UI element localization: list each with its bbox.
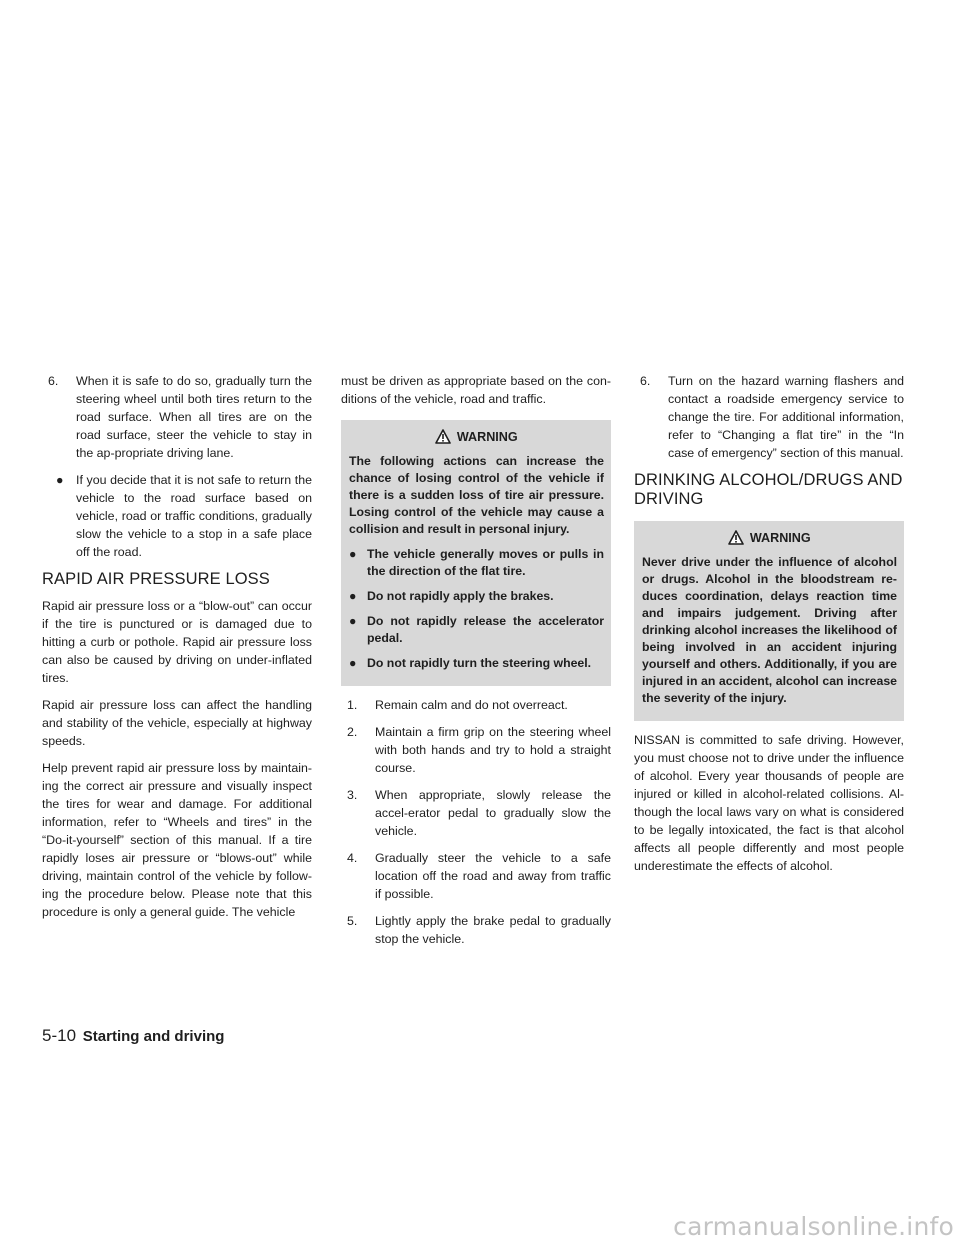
step-text: Maintain a firm grip on the steering wheel with both hands and try to hold a straight course.	[375, 725, 611, 775]
section-heading-rapid-air-pressure-loss: RAPID AIR PRESSURE LOSS	[42, 570, 270, 588]
warning-title: WARNING	[749, 531, 811, 545]
step-6-hazard-flashers	[634, 372, 904, 462]
step-5	[341, 912, 611, 948]
bullet-text: Do not rapidly apply the brakes.	[367, 589, 554, 603]
step-text: Remain calm and do not overreact.	[375, 698, 568, 712]
section-heading-drinking-alcohol: DRINKING ALCOHOL/DRUGS AND DRIVING	[634, 471, 903, 508]
column-1	[42, 372, 312, 930]
warning-triangle-icon	[728, 530, 744, 545]
warning-triangle-icon	[435, 429, 451, 444]
warning-header	[642, 529, 897, 547]
paragraph: NISSAN is committed to safe driving. However, you must choose not to drive under the influence of alcohol. Every year thousands of people are injured or killed in alcohol-related collisions. Al-though the local laws vary on what is considered to be legally intoxicated, the fact is that alcohol affects all people differently and most people underestimate the effects of alcohol.	[634, 733, 904, 873]
bullet-text: Do not rapidly turn the steering wheel.	[367, 656, 592, 670]
paragraph-continued: must be driven as appropriate based on the con-ditions of the vehicle, road and traffic.	[341, 374, 611, 406]
column-3	[634, 372, 904, 884]
step-6-return-road	[42, 372, 312, 462]
bullet-text: The vehicle generally moves or pulls in the direction of the flat tire.	[367, 547, 604, 578]
step-text: Gradually steer the vehicle to a safe location off the road and away from traffic if possible.	[375, 851, 611, 901]
bullet-dot: ●	[349, 614, 357, 628]
step-4	[341, 849, 611, 903]
bullet-dot: ●	[349, 547, 357, 561]
warning-intro: The following actions can increase the chance of losing control of the vehicle if there is a sudden loss of tire air pressure. Losing control of the vehicle may cause a collision and result in personal injury.	[349, 454, 604, 536]
warning-bullet	[349, 588, 604, 605]
warning-title: WARNING	[456, 430, 518, 444]
step-2	[341, 723, 611, 777]
step-text: Turn on the hazard warning flashers and contact a roadside emergency service to change the tire. For additional information, refer to “Changing a flat tire” in the “In case of emergency” section of this manual.	[668, 374, 904, 460]
step-text: When appropriate, slowly release the accel-erator pedal to gradually slow the vehicle.	[375, 788, 611, 838]
step-number: 6.	[48, 374, 59, 388]
paragraph: Rapid air pressure loss can affect the handling and stability of the vehicle, especially at highway speeds.	[42, 698, 312, 748]
bullet-text: Do not rapidly release the accelerator pedal.	[367, 614, 604, 645]
bullet-dot: ●	[349, 589, 357, 603]
warning-bullet	[349, 655, 604, 672]
warning-header	[349, 428, 604, 446]
paragraph: Help prevent rapid air pressure loss by maintain-ing the correct air pressure and visually inspect the tires for wear and damage. For additional information, refer to “Wheels and tires” in the “Do-it-yourself” section of this manual. If a tire rapidly loses air pressure or “blows-out” while driving, maintain control of the vehicle by follow-ing the procedure below. Please note that this procedure is only a general guide. The vehicle	[42, 761, 312, 919]
column-2	[341, 372, 611, 957]
step-3	[341, 786, 611, 840]
bullet-dot: ●	[56, 473, 64, 487]
page-footer	[42, 1026, 224, 1046]
warning-box-tire-loss	[341, 420, 611, 686]
bullet-unsafe-return	[42, 471, 312, 561]
step-text: When it is safe to do so, gradually turn the steering wheel until both tires return to the road surface. When all tires are on the road surface, steer the vehicle to stay in the ap-propriate driving lane.	[76, 374, 312, 460]
bullet-text: If you decide that it is not safe to return the vehicle to the road surface based on vehicle, road or traffic conditions, gradually slow the vehicle to a stop in a safe place off the road.	[76, 473, 312, 559]
warning-bullet	[349, 546, 604, 580]
step-number: 3.	[347, 788, 358, 802]
page-number: 5-10	[42, 1026, 77, 1045]
paragraph: Rapid air pressure loss or a “blow-out” can occur if the tire is punctured or is damaged due to hitting a curb or pothole. Rapid air pressure loss can also be caused by driving on under-inflated tires.	[42, 599, 312, 685]
watermark: carmanualsonline.info	[673, 1212, 954, 1241]
section-title: Starting and driving	[82, 1028, 225, 1045]
step-number: 4.	[347, 851, 358, 865]
step-number: 2.	[347, 725, 358, 739]
step-number: 5.	[347, 914, 358, 928]
bullet-dot: ●	[349, 656, 357, 670]
warning-text: Never drive under the influence of alcohol or drugs. Alcohol in the bloodstream re-duces coordination, delays reaction time and impairs judgement. Driving after drinking alcohol increases the likelihood of being involved in an accident injuring yourself and others. Additionally, if you are injured in an accident, alcohol can increase the severity of the injury.	[642, 555, 897, 705]
warning-box-alcohol	[634, 521, 904, 721]
step-text: Lightly apply the brake pedal to gradually stop the vehicle.	[375, 914, 611, 946]
step-1	[341, 696, 611, 714]
warning-bullet	[349, 613, 604, 647]
step-number: 6.	[640, 374, 651, 388]
step-number: 1.	[347, 698, 358, 712]
